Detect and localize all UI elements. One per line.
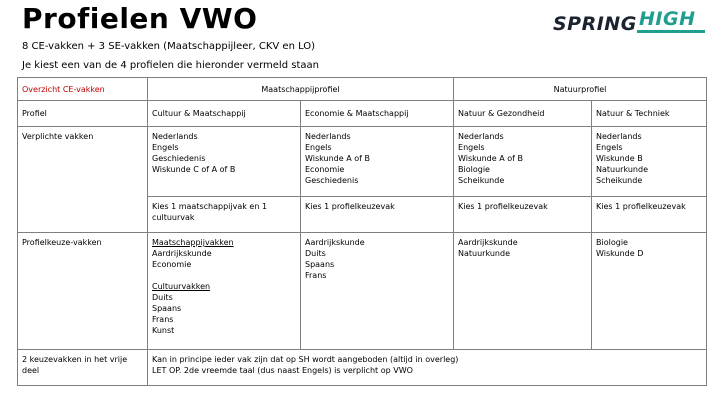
elective-nt-cell <box>592 233 707 350</box>
springhigh-logo <box>553 6 709 36</box>
mandatory-cm-cell <box>148 127 301 197</box>
list-item: Wiskunde B <box>596 154 643 163</box>
list-item: Biologie <box>596 238 628 247</box>
list-item: Aardrijkskunde <box>458 238 518 247</box>
free-choice-text: Kan in principe ieder vak zijn dat op SH wordt aangeboden (altijd in overleg) <box>152 355 459 364</box>
mandatory-em-cell <box>301 127 454 197</box>
logo-swoosh <box>637 30 705 33</box>
list-item: Engels <box>458 143 485 152</box>
elective-row <box>18 233 707 350</box>
list-item: Natuurkunde <box>596 165 648 174</box>
subtitle-subject-count: 8 CE-vakken + 3 SE-vakken (Maatschappijleer, CKV en LO) <box>22 41 316 52</box>
choose-cm: Kies 1 maatschappijvak en 1 cultuurvak <box>148 197 301 233</box>
list-item: Engels <box>305 143 332 152</box>
mandatory-label: Verplichte vakken <box>18 127 148 233</box>
elective-label: Profielkeuze-vakken <box>18 233 148 350</box>
nature-profile-header: Natuurprofiel <box>454 78 707 101</box>
list-item: Economie <box>305 165 345 174</box>
free-choice-note: LET OP. 2de vreemde taal (dus naast Engels) is verplicht op VWO <box>152 366 413 375</box>
mandatory-ng-cell <box>454 127 592 197</box>
choose-nt: Kies 1 profielkeuzevak <box>592 197 707 233</box>
list-item: Nederlands <box>596 132 642 141</box>
list-item: Nederlands <box>458 132 504 141</box>
list-item: Aardrijkskunde <box>152 249 212 258</box>
free-choice-row <box>18 350 707 386</box>
free-choice-label: 2 keuzevakken in het vrije deel <box>18 350 148 386</box>
elective-em-cell <box>301 233 454 350</box>
list-item: Duits <box>152 293 173 302</box>
free-choice-cell <box>148 350 707 386</box>
list-item: Spaans <box>305 260 335 269</box>
choose-ng: Kies 1 profielkeuzevak <box>454 197 592 233</box>
list-item: Wiskunde D <box>596 249 644 258</box>
logo-text-spring: SPRING <box>553 13 637 35</box>
list-item: Wiskunde C of A of B <box>152 165 236 174</box>
page-title: Profielen VWO <box>22 2 258 35</box>
society-subjects-heading: Maatschappijvakken <box>152 238 234 247</box>
list-item: Frans <box>305 271 327 280</box>
list-item: Nederlands <box>152 132 198 141</box>
list-item: Duits <box>305 249 326 258</box>
mandatory-row <box>18 127 707 197</box>
list-item: Aardrijkskunde <box>305 238 365 247</box>
profiles-table <box>17 77 707 386</box>
list-item: Biologie <box>458 165 490 174</box>
list-item: Engels <box>596 143 623 152</box>
spacer <box>152 270 296 281</box>
mandatory-nt-cell <box>592 127 707 197</box>
list-item: Geschiedenis <box>305 176 359 185</box>
list-item: Wiskunde A of B <box>458 154 523 163</box>
list-item: Economie <box>152 260 192 269</box>
list-item: Kunst <box>152 326 175 335</box>
overview-header: Overzicht CE-vakken <box>18 78 148 101</box>
culture-subjects-heading: Cultuurvakken <box>152 282 211 291</box>
list-item: Spaans <box>152 304 182 313</box>
list-item: Natuurkunde <box>458 249 510 258</box>
profile-ng: Natuur & Gezondheid <box>454 101 592 127</box>
list-item: Geschiedenis <box>152 154 206 163</box>
list-item: Scheikunde <box>596 176 643 185</box>
profile-row <box>18 101 707 127</box>
profile-cm: Cultuur & Maatschappij <box>148 101 301 127</box>
profile-nt: Natuur & Techniek <box>592 101 707 127</box>
choose-em: Kies 1 profielkeuzevak <box>301 197 454 233</box>
profile-label: Profiel <box>18 101 148 127</box>
list-item: Wiskunde A of B <box>305 154 370 163</box>
list-item: Nederlands <box>305 132 351 141</box>
table-header-row <box>18 78 707 101</box>
list-item: Frans <box>152 315 174 324</box>
list-item: Scheikunde <box>458 176 505 185</box>
subtitle-choose-profile: Je kiest een van de 4 profielen die hieronder vermeld staan <box>22 60 319 71</box>
logo-text-high: HIGH <box>639 8 696 30</box>
society-profile-header: Maatschappijprofiel <box>148 78 454 101</box>
profile-em: Economie & Maatschappij <box>301 101 454 127</box>
elective-ng-cell <box>454 233 592 350</box>
list-item: Engels <box>152 143 179 152</box>
elective-cm-cell <box>148 233 301 350</box>
